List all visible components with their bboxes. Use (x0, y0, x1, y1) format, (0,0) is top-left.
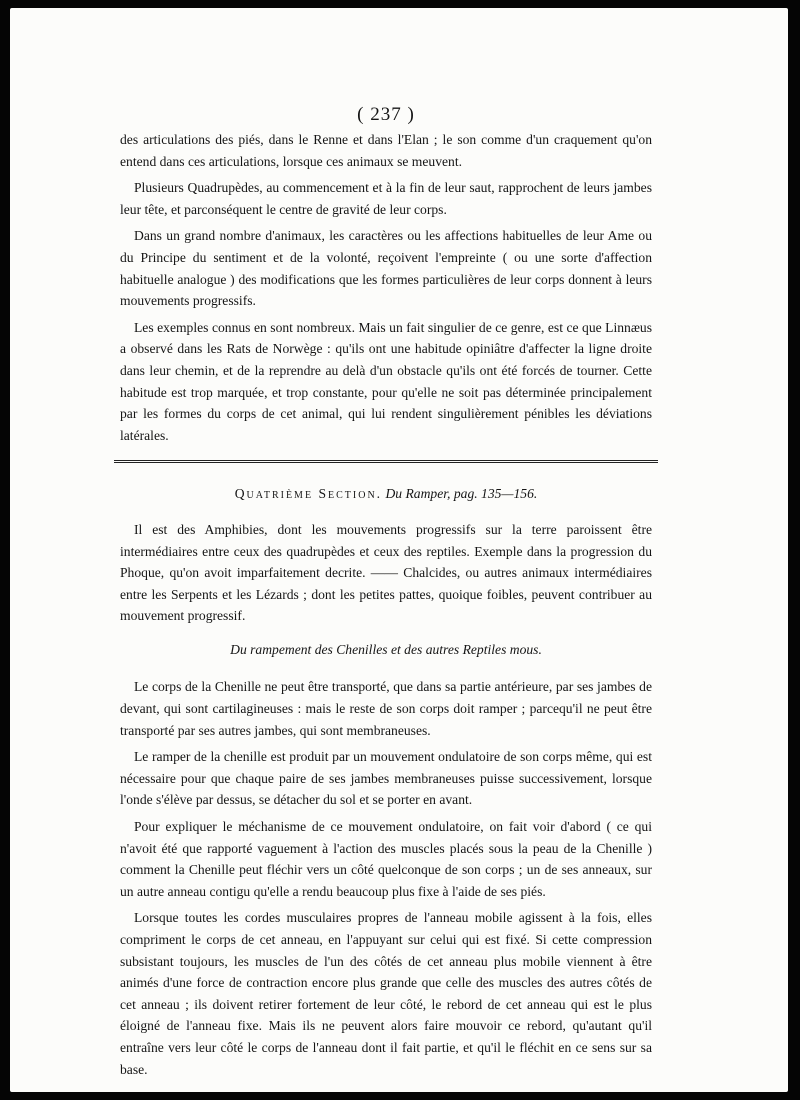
paragraph: Les exemples connus en sont nombreux. Mais un fait singulier de ce genre, est ce que Linnæus a observé dans les Rats de Norwège : qu'ils ont une habitude opiniâtre d'affecter la ligne droite dans leur chemin, et de la reprendre au delà d'un obstacle qu'ils ont été forcés de tourner. Cette habitude est trop marquée, et trop constante, pour qu'elle ne soit pas déterminée principalement par les formes du corps de cet animal, qui lui rendent singulièrement pénibles les déviations latérales. (120, 319, 652, 443)
paragraph: Pour expliquer le méchanisme de ce mouvement ondulatoire, on fait voir d'abord ( ce qui n'avoit été que rapporté vaguement à l'action des muscles placés sous la peau de la Chenille ) comment la Chenille peut fléchir vers un côté quelconque de son corps ; un de ses anneaux, sur un autre anneau contigu qu'elle a rendu beaucoup plus fixe à l'aide de ses piés. (120, 819, 652, 899)
paragraph: Le corps de la Chenille ne peut être transporté, que dans sa partie antérieure, par ses jambes de devant, qui sont cartilagineuses : mais le reste de son corps doit ramper ; parcequ'il ne peut être transporté par ses autres jambes, qui sont membraneuses. (120, 679, 652, 738)
subheading: Du rampement des Chenilles et des autres Reptiles mous. (230, 641, 542, 657)
paragraph: Le ramper de la chenille est produit par un mouvement ondulatoire de son corps même, qui est nécessaire pour que chaque paire de ses jambes membraneuses puisse successivement, lorsque l'onde s'élève par dessus, se détacher du sol et se porter en avant. (120, 749, 652, 808)
paragraph: Plusieurs Quadrupèdes, au commencement et à la fin de leur saut, rapprochent de leurs jambes leur tête, et parconséquent le centre de gravité de leur corps. (120, 180, 652, 217)
scanned-page (10, 8, 788, 1092)
section-summary: Il est des Amphibies, dont les mouvements progressifs sur la terre paroissent être intermédiaires entre ceux des quadrupèdes et ceux des reptiles. Exemple dans la progression du Phoque, qu'on avoit imparfaitement decrite. —— Chalcides, ou autres animaux intermédiaires entre les Serpents et les Lézards ; dont les petites pattes, quoique foibles, peuvent contribuer au mouvement progressif. (120, 521, 652, 624)
section-subtitle: Du Ramper, (385, 486, 451, 502)
page-number: ( 237 ) (357, 104, 415, 125)
paragraph: Lorsque toutes les cordes musculaires propres de l'anneau mobile agissent à la fois, elles compriment le corps de cet anneau, en l'appuyant sur celui qui est fixé. Si cette compression subsistant toujours, les muscles de l'un des côtés de cet anneau plus mobile viennent à être animés d'une force de contraction encore plus grande que celle des muscles des autres côtés de cet anneau ; ils doivent retirer fortement de leur côté, le rebord de cet anneau qui est le plus éloigné de l'anneau fixe. Mais ils ne peuvent alors faire mouvoir ce rebord, qu'autant qu'il entraîne vers leur côté le corps de l'anneau dont il fait partie, et qu'il le fléchit en ce sens sur sa base. (120, 910, 652, 1077)
section-heading (120, 483, 652, 505)
section-divider (114, 460, 658, 465)
page-text-block (120, 105, 652, 1085)
section-title: Quatrième Section. (234, 486, 383, 502)
paragraph-continued: des articulations des piés, dans le Renne et dans l'Elan ; le son comme d'un craquement qu'on entend dans ces articulations, lorsque ces animaux se meuvent. (120, 132, 652, 169)
section-pages: pag. 135—156. (453, 486, 538, 502)
paragraph: Dans un grand nombre d'animaux, les caractères ou les affections habituelles de leur Ame ou du Principe du sentiment et de la volonté, reçoivent l'empreinte ( ou une sorte d'affection habituelle analogue ) des modifications que les formes particulières de leur corps donnent à leurs mouvements progressifs. (120, 228, 652, 309)
